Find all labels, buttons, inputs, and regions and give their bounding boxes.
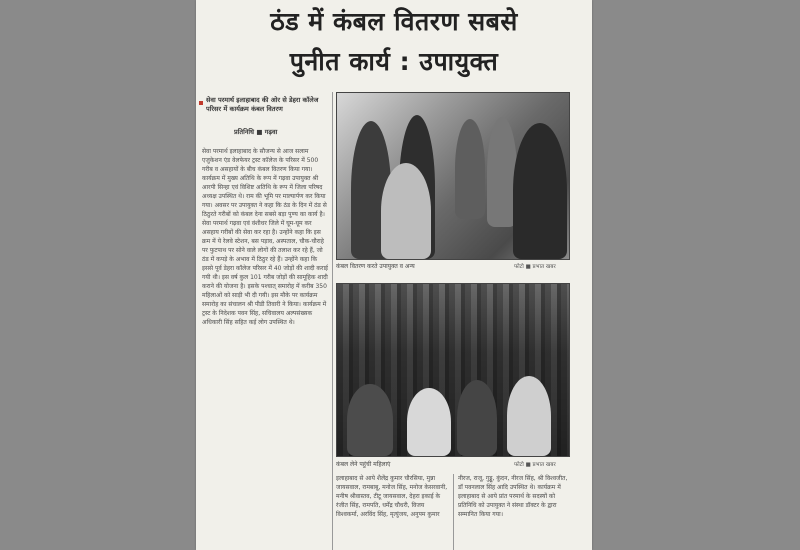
photo-caption-bottom: कंबल लेने पहुंची महिलाएं <box>336 461 391 468</box>
intro-summary: सेवा परमार्थ इलाहाबाद की ओर से डेहरा कॉलेज परिसर में कार्यक्रम कंबल वितरण <box>206 96 319 113</box>
column-divider <box>453 474 454 550</box>
article-bottom-column-1: इलाहाबाद से आये शैलेंद्र कुमार चौरसिया, मुन्ना जायसवाल, रामबाबू, मनोज सिंह, मनोज केसरवानी, मनीष श्रीवास्तव, टीटू जायसवाल, देहरा इकाई के रंजीत सिंह, रामपति, धर्मेंद्र चौधरी, विजय विश्वकर्मा, अरविंद सिंह, मृत्युंजय, अनुपम कुमार <box>336 475 448 518</box>
bullet-marker <box>199 101 203 105</box>
newspaper-clipping <box>196 0 592 550</box>
photo-figure <box>347 384 393 456</box>
article-body-column: सेवा परमार्थ इलाहाबाद के सौजन्य से आज सलाम एजुकेशन एंड वेलफेयर ट्रस्ट कॉलेज के परिसर में 500 गरीब व असहायों के बीच कंबल वितरण किया गया। कार्यक्रम में मुख्य अतिथि के रूप में गढ़वा उपायुक्त श्री आरपी सिन्हा एवं विशिष्ट अतिथि के रूप में जिला परिषद अध्यक्ष उपस्थित थे। राम की भूमि पर माल्यार्पण कर किया गया। अवसर पर उपायुक्त ने कहा कि ठंड के दिन में ठंड से ठिठुरते गरीबों को कंबल देना सबसे बड़ा पुण्य का कार्य है। सेवा परमार्थ गढ़वा एवं वंशीधर जिले में घूम-घूम कर असहाय गरीबों की सेवा कर रहा है। उन्होंने कहा कि इस क्रम में ये रेलवे स्टेशन, बस पड़ाव, अस्पताल, चौक-चौराहे पर फुटपाथ पर सोने वाले लोगों की तलाश कर रहे हैं, जो ठंड में कपड़े के अभाव में ठिठुर रहे हैं। उन्होंने कहा कि इससे पूर्व डेहरा कॉलेज परिसर में 40 जोड़ों की शादी कराई गयी थी। इस वर्ष कुल 101 गरीब जोड़ों की सामूहिक शादी कराने की योजना है। इसके पश्चात् समारोह में करीब 350 महिलाओं को साड़ी भी दी गयी। इस मौके पर कार्यक्रम समारोह का संचालन श्री पीडी तिवारी ने किया। कार्यक्रम में ट्रस्ट के निदेशक पवन सिंह, सचिवालय अल्पसंख्यक अधिकारी सिंह सहित कई लोग उपस्थित थे। <box>202 148 328 326</box>
photo-women-crowd <box>336 283 570 457</box>
photo-caption-top: कंबल वितरण करते उपायुक्त व अन्य <box>336 263 415 270</box>
byline: प्रतिनिधि ■ गढ़वा <box>234 128 278 136</box>
photo-figure <box>507 376 551 456</box>
photo-blanket-distribution <box>336 92 570 260</box>
photo-figure <box>407 388 451 456</box>
photo-credit-bottom: फोटो ■ प्रभात खबर <box>514 462 556 468</box>
photo-credit-top: फोटो ■ प्रभात खबर <box>514 264 556 270</box>
photo-figure <box>381 163 431 259</box>
article-bottom-column-2: नीरज, राजू, गुड्डू, कुंदन, नीरज सिंह, श्री विश्वजीत, डॉ पवनलाल सिंह आदि उपस्थित थे। कार्यक्रम में इलाहाबाद से आये प्रांत परमार्थ के सदस्यों को प्रतिनिधि को उपायुक्त ने संस्था डॉक्टर के द्वारा सम्मानित किया गया। <box>458 475 568 518</box>
photo-figure <box>455 119 485 219</box>
headline-line-2: पुनीत कार्य : उपायुक्त <box>289 47 499 76</box>
photo-figure <box>513 123 567 259</box>
column-divider <box>332 92 333 550</box>
photo-figure <box>457 380 497 456</box>
headline-line-1: ठंड में कंबल वितरण सबसे <box>270 7 518 36</box>
